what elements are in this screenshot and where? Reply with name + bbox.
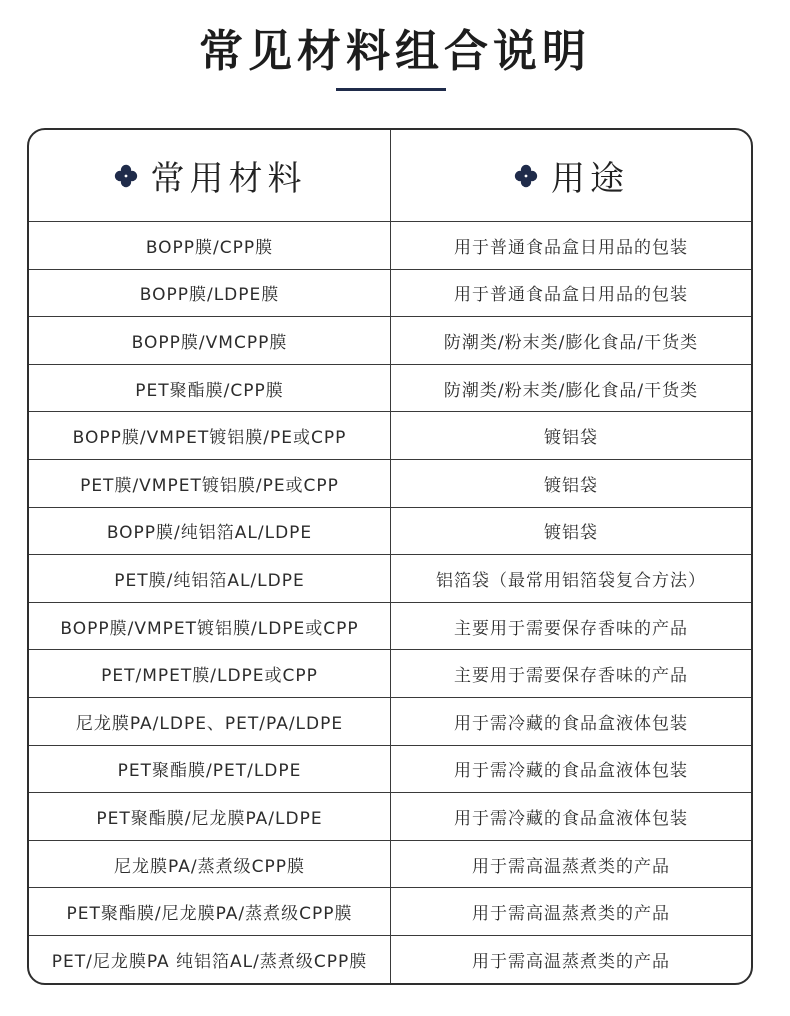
usage-cell: 用于普通食品盒日用品的包装 bbox=[454, 237, 688, 258]
table-row bbox=[29, 603, 751, 651]
table-row bbox=[29, 270, 751, 318]
material-cell: 尼龙膜PA/LDPE、PET/PA/LDPE bbox=[29, 698, 391, 745]
material-cell: PET膜/VMPET镀铝膜/PE或CPP bbox=[29, 460, 391, 507]
usage-cell: 用于需冷藏的食品盒液体包装 bbox=[454, 761, 688, 782]
usage-cell: 用于需高温蒸煮类的产品 bbox=[472, 952, 670, 973]
materials-table bbox=[27, 128, 753, 985]
usage-cell: 用于普通食品盒日用品的包装 bbox=[454, 285, 688, 306]
usage-cell: 镀铝袋 bbox=[544, 475, 598, 496]
header-materials bbox=[29, 130, 391, 221]
material-cell: PET聚酯膜/尼龙膜PA/LDPE bbox=[29, 793, 391, 840]
usage-cell: 用于需冷藏的食品盒液体包装 bbox=[454, 808, 688, 829]
usage-cell: 铝箔袋（最常用铝箔袋复合方法） bbox=[436, 570, 706, 591]
page-title: 常见材料组合说明 bbox=[199, 26, 591, 77]
header-usage bbox=[391, 130, 751, 221]
table-body bbox=[29, 222, 751, 984]
material-cell: PET/尼龙膜PA 纯铝箔AL/蒸煮级CPP膜 bbox=[29, 936, 391, 984]
table-row bbox=[29, 555, 751, 603]
usage-cell: 镀铝袋 bbox=[544, 428, 598, 449]
material-cell: PET聚酯膜/PET/LDPE bbox=[29, 746, 391, 793]
material-cell: BOPP膜/VMPET镀铝膜/PE或CPP bbox=[29, 412, 391, 459]
table-row bbox=[29, 888, 751, 936]
table-row bbox=[29, 936, 751, 984]
table-row bbox=[29, 650, 751, 698]
material-cell: BOPP膜/VMPET镀铝膜/LDPE或CPP bbox=[29, 603, 391, 650]
usage-cell: 镀铝袋 bbox=[544, 523, 598, 544]
table-row bbox=[29, 412, 751, 460]
clover-icon bbox=[113, 163, 139, 189]
clover-icon bbox=[513, 163, 539, 189]
table-header bbox=[29, 130, 751, 222]
table-row bbox=[29, 365, 751, 413]
table-row bbox=[29, 793, 751, 841]
usage-cell: 主要用于需要保存香味的产品 bbox=[454, 618, 688, 639]
material-cell: BOPP膜/LDPE膜 bbox=[29, 270, 391, 317]
table-row bbox=[29, 746, 751, 794]
usage-cell: 防潮类/粉末类/膨化食品/干货类 bbox=[443, 332, 699, 353]
material-cell: PET聚酯膜/CPP膜 bbox=[29, 365, 391, 412]
table-row bbox=[29, 222, 751, 270]
material-cell: PET/MPET膜/LDPE或CPP bbox=[29, 650, 391, 697]
usage-cell: 用于需高温蒸煮类的产品 bbox=[472, 904, 670, 925]
table-row bbox=[29, 460, 751, 508]
usage-cell: 用于需高温蒸煮类的产品 bbox=[472, 856, 670, 877]
usage-cell: 用于需冷藏的食品盒液体包装 bbox=[454, 713, 688, 734]
title-underline bbox=[336, 88, 446, 91]
material-cell: BOPP膜/纯铝箔AL/LDPE bbox=[29, 508, 391, 555]
table-row bbox=[29, 841, 751, 889]
usage-cell: 主要用于需要保存香味的产品 bbox=[454, 666, 688, 687]
table-row bbox=[29, 698, 751, 746]
table-row bbox=[29, 508, 751, 556]
header-label: 用途 bbox=[551, 159, 629, 199]
material-cell: PET聚酯膜/尼龙膜PA/蒸煮级CPP膜 bbox=[29, 888, 391, 935]
material-cell: BOPP膜/VMCPP膜 bbox=[29, 317, 391, 364]
table-row bbox=[29, 317, 751, 365]
material-cell: PET膜/纯铝箔AL/LDPE bbox=[29, 555, 391, 602]
header-label: 常用材料 bbox=[150, 159, 307, 199]
usage-cell: 防潮类/粉末类/膨化食品/干货类 bbox=[443, 380, 699, 401]
material-cell: BOPP膜/CPP膜 bbox=[29, 222, 391, 269]
material-cell: 尼龙膜PA/蒸煮级CPP膜 bbox=[29, 841, 391, 888]
